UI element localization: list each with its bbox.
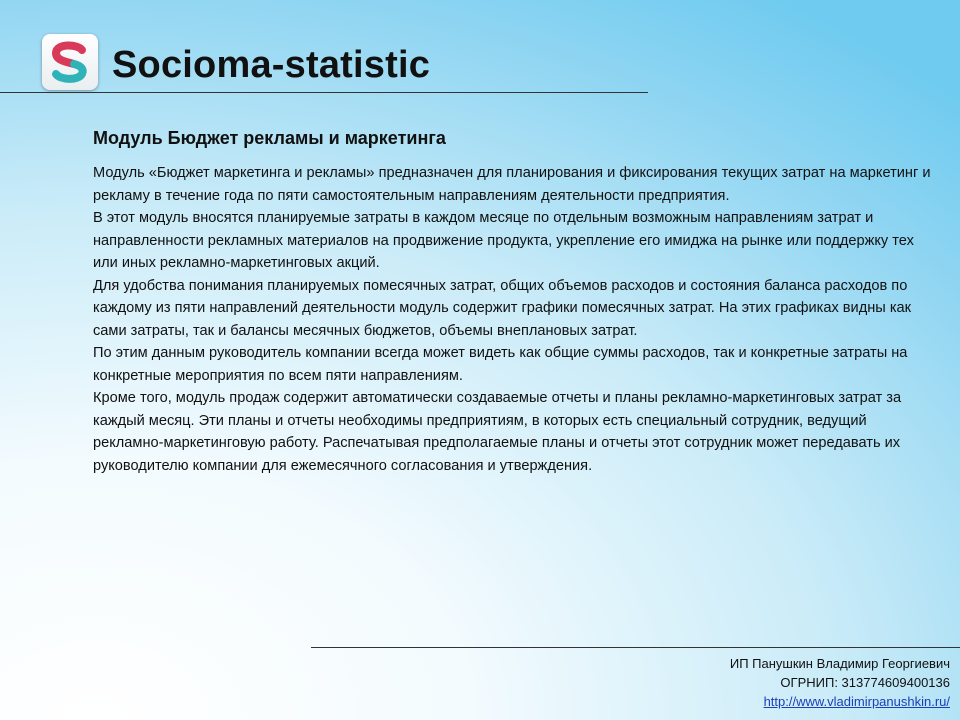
header-divider <box>0 92 648 93</box>
footer-website-link[interactable]: http://www.vladimirpanushkin.ru/ <box>763 694 950 709</box>
socioma-s-logo-icon <box>42 34 98 90</box>
footer-author: ИП Панушкин Владимир Георгиевич <box>729 656 950 671</box>
app-title: Socioma-statistic <box>112 44 431 86</box>
paragraph-purpose: Модуль «Бюджет маркетинга и рекламы» предназначен для планирования и фиксирования текущих затрат на маркетинг и рекламу в течение года по пяти самостоятельным направлениям деятельности предприятия. <box>93 165 931 204</box>
footer-ogrnip: ОГРНИП: 313774609400136 <box>780 675 950 690</box>
footer-divider <box>311 647 960 648</box>
paragraph-planned-costs: В этот модуль вносятся планируемые затраты в каждом месяце по отдельным возможным направлениям затрат и направленности рекламных материалов на продвижение продукта, укрепление его имиджа на рынке или поддержку тех или иных рекламно-маркетинговых акций. <box>93 210 914 271</box>
description-text <box>93 162 938 477</box>
paragraph-manager-view: По этим данным руководитель компании всегда может видеть как общие суммы расходов, так и конкретные затраты на конкретные мероприятия по всем пяти направлениям. <box>93 345 908 384</box>
footer <box>730 654 950 711</box>
paragraph-reports: Кроме того, модуль продаж содержит автоматически создаваемые отчеты и планы рекламно-маркетинговых затрат за каждый месяц. Эти планы и отчеты необходимы предприятиям, в которых есть специальный сотрудник, ведущий рекламно-маркетинговую работу. Распечатывая предполагаемые планы и отчеты этот сотрудник может передавать их руководителю компании для ежемесячного согласования и утверждения. <box>93 390 902 474</box>
page-heading: Модуль Бюджет рекламы и маркетинга <box>93 128 446 148</box>
paragraph-charts: Для удобства понимания планируемых помесячных затрат, общих объемов расходов и состояния баланса расходов по каждому из пяти направлений деятельности модуль содержит графики помесячных затрат. На этих графиках видны как сами затраты, так и балансы месячных бюджетов, объемы внеплановых затрат. <box>93 277 912 339</box>
